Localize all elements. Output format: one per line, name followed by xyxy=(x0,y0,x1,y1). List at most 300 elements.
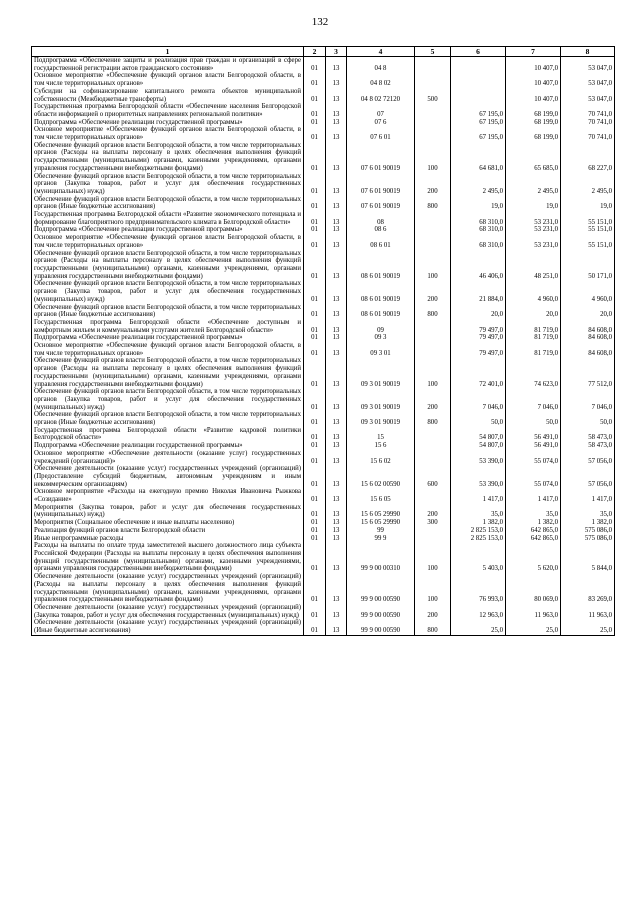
row-name: Подпрограмма «Обеспечение реализации государственной программы» xyxy=(32,442,304,450)
amount-col-8: 55 151,0 xyxy=(561,211,615,226)
amount-col-8: 4 960,0 xyxy=(561,280,615,303)
table-row xyxy=(32,450,615,465)
expense-type-code: 200 xyxy=(415,504,451,519)
amount-col-8: 50,0 xyxy=(561,411,615,426)
amount-col-8: 50 171,0 xyxy=(561,250,615,281)
table-row xyxy=(32,88,615,103)
target-article-code: 08 6 01 90019 xyxy=(347,304,415,319)
expense-type-code: 300 xyxy=(415,519,451,527)
row-name: Основное мероприятие «Обеспечение функций органов власти Белгородской области, в том числе территориальных органов» xyxy=(32,342,304,357)
expense-type-code: 800 xyxy=(415,304,451,319)
target-article-code: 99 9 xyxy=(347,535,415,543)
expense-type-code xyxy=(415,319,451,334)
section-code: 01 xyxy=(304,542,326,573)
target-article-code: 09 3 01 90019 xyxy=(347,388,415,411)
table-row xyxy=(32,504,615,519)
expense-type-code xyxy=(415,126,451,141)
amount-col-7: 56 491,0 xyxy=(506,427,561,442)
table-row xyxy=(32,573,615,604)
row-name: Расходы на выплаты по оплате труда заместителей высшего должностного лица субъекта Российской Федерации (Расходы на выплаты персоналу в целях обеспечения выполнения функций государственными (муниципальными) органами, казенными учреждениями, органами управления государственными внебюджетными фондами) xyxy=(32,542,304,573)
subsection-code: 13 xyxy=(326,72,347,87)
amount-col-6: 2 495,0 xyxy=(451,173,506,196)
amount-col-6: 79 497,0 xyxy=(451,334,506,342)
subsection-code: 13 xyxy=(326,542,347,573)
table-row xyxy=(32,527,615,535)
amount-col-8: 1 417,0 xyxy=(561,488,615,503)
target-article-code: 99 9 00 00590 xyxy=(347,619,415,635)
row-name: Обеспечение функций органов власти Белгородской области, в том числе территориальных органов (Расходы на выплаты персоналу в целях обеспечения выполнения функций государственными (муниципальными) органами, казенными учреждениями, органами управления государственными внебюджетными фондами) xyxy=(32,357,304,388)
row-name: Реализация функций органов власти Белгородской области xyxy=(32,527,304,535)
section-code: 01 xyxy=(304,519,326,527)
amount-col-8: 70 741,0 xyxy=(561,119,615,127)
amount-col-7: 53 231,0 xyxy=(506,234,561,249)
target-article-code: 07 6 01 xyxy=(347,126,415,141)
expense-type-code xyxy=(415,450,451,465)
subsection-code: 13 xyxy=(326,411,347,426)
budget-table xyxy=(31,46,615,636)
target-article-code: 15 xyxy=(347,427,415,442)
column-number: 3 xyxy=(326,47,347,57)
column-number: 4 xyxy=(347,47,415,57)
amount-col-6: 2 825 153,0 xyxy=(451,535,506,543)
table-row xyxy=(32,319,615,334)
row-name: Обеспечение функций органов власти Белгородской области, в том числе территориальных органов (Иные бюджетные ассигнования) xyxy=(32,304,304,319)
subsection-code: 13 xyxy=(326,573,347,604)
table-row xyxy=(32,57,615,73)
section-code: 01 xyxy=(304,173,326,196)
section-code: 01 xyxy=(304,126,326,141)
subsection-code: 13 xyxy=(326,604,347,619)
expense-type-code: 800 xyxy=(415,411,451,426)
table-row xyxy=(32,604,615,619)
subsection-code: 13 xyxy=(326,504,347,519)
section-code: 01 xyxy=(304,280,326,303)
subsection-code: 13 xyxy=(326,119,347,127)
subsection-code: 13 xyxy=(326,234,347,249)
amount-col-6: 79 497,0 xyxy=(451,342,506,357)
column-number: 5 xyxy=(415,47,451,57)
amount-col-6: 20,0 xyxy=(451,304,506,319)
expense-type-code: 100 xyxy=(415,542,451,573)
section-code: 01 xyxy=(304,57,326,73)
amount-col-8: 575 086,0 xyxy=(561,527,615,535)
amount-col-8: 84 608,0 xyxy=(561,319,615,334)
table-row xyxy=(32,535,615,543)
amount-col-7: 68 199,0 xyxy=(506,119,561,127)
row-name: Обеспечение деятельности (оказание услуг) государственных учреждений (организаций) (Иные бюджетные ассигнования) xyxy=(32,619,304,635)
subsection-code: 13 xyxy=(326,304,347,319)
amount-col-7: 81 719,0 xyxy=(506,319,561,334)
row-name: Обеспечение функций органов власти Белгородской области, в том числе территориальных органов (Расходы на выплаты персоналу в целях обеспечения выполнения функций государственными (муниципальными) органами, казенными учреждениями, органами управления государственными внебюджетными фондами) xyxy=(32,250,304,281)
amount-col-7: 53 231,0 xyxy=(506,226,561,234)
target-article-code: 99 9 00 00590 xyxy=(347,573,415,604)
amount-col-6: 67 195,0 xyxy=(451,119,506,127)
amount-col-8: 58 473,0 xyxy=(561,442,615,450)
target-article-code: 99 9 00 00310 xyxy=(347,542,415,573)
section-code: 01 xyxy=(304,304,326,319)
section-code: 01 xyxy=(304,211,326,226)
target-article-code: 15 6 05 29990 xyxy=(347,519,415,527)
amount-col-6 xyxy=(451,72,506,87)
table-row xyxy=(32,72,615,87)
expense-type-code xyxy=(415,234,451,249)
section-code: 01 xyxy=(304,196,326,211)
expense-type-code: 200 xyxy=(415,173,451,196)
amount-col-8: 84 608,0 xyxy=(561,342,615,357)
row-name: Обеспечение деятельности (оказание услуг) государственных учреждений (организаций) (Закупка товаров, работ и услуг для обеспечения государственных (муниципальных) нужд) xyxy=(32,604,304,619)
amount-col-6: 35,0 xyxy=(451,504,506,519)
subsection-code: 13 xyxy=(326,226,347,234)
target-article-code: 15 6 xyxy=(347,442,415,450)
target-article-code: 07 6 xyxy=(347,119,415,127)
amount-col-6: 72 401,0 xyxy=(451,357,506,388)
amount-col-8: 53 047,0 xyxy=(561,88,615,103)
table-row xyxy=(32,442,615,450)
row-name: Государственная программа Белгородской области «Развитие экономического потенциала и формирование благоприятного предпринимательского климата в Белгородской области» xyxy=(32,211,304,226)
expense-type-code: 500 xyxy=(415,88,451,103)
amount-col-6: 25,0 xyxy=(451,619,506,635)
amount-col-7: 50,0 xyxy=(506,411,561,426)
amount-col-7: 10 407,0 xyxy=(506,72,561,87)
section-code: 01 xyxy=(304,450,326,465)
amount-col-8: 58 473,0 xyxy=(561,427,615,442)
amount-col-6: 46 406,0 xyxy=(451,250,506,281)
subsection-code: 13 xyxy=(326,142,347,173)
expense-type-code xyxy=(415,527,451,535)
subsection-code: 13 xyxy=(326,196,347,211)
amount-col-6: 64 681,0 xyxy=(451,142,506,173)
section-code: 01 xyxy=(304,527,326,535)
amount-col-8: 20,0 xyxy=(561,304,615,319)
amount-col-6: 5 403,0 xyxy=(451,542,506,573)
amount-col-7: 642 865,0 xyxy=(506,535,561,543)
expense-type-code xyxy=(415,72,451,87)
subsection-code: 13 xyxy=(326,442,347,450)
amount-col-7: 19,0 xyxy=(506,196,561,211)
target-article-code: 15 6 05 29990 xyxy=(347,504,415,519)
amount-col-6: 68 310,0 xyxy=(451,226,506,234)
target-article-code: 07 6 01 90019 xyxy=(347,142,415,173)
target-article-code: 99 xyxy=(347,527,415,535)
subsection-code: 13 xyxy=(326,527,347,535)
target-article-code: 08 6 xyxy=(347,226,415,234)
subsection-code: 13 xyxy=(326,488,347,503)
row-name: Государственная программа Белгородской области «Развитие кадровой политики Белгородской области» xyxy=(32,427,304,442)
amount-col-6: 54 807,0 xyxy=(451,427,506,442)
row-name: Государственная программа Белгородской области «Обеспечение населения Белгородской области информацией о приоритетных направлениях региональной политики» xyxy=(32,103,304,118)
target-article-code: 08 6 01 xyxy=(347,234,415,249)
target-article-code: 04 8 02 72120 xyxy=(347,88,415,103)
table-row xyxy=(32,519,615,527)
amount-col-8: 57 056,0 xyxy=(561,450,615,465)
expense-type-code: 200 xyxy=(415,280,451,303)
section-code: 01 xyxy=(304,88,326,103)
subsection-code: 13 xyxy=(326,450,347,465)
table-row xyxy=(32,388,615,411)
amount-col-8: 55 151,0 xyxy=(561,226,615,234)
table-row xyxy=(32,488,615,503)
column-number: 1 xyxy=(32,47,304,57)
expense-type-code xyxy=(415,119,451,127)
expense-type-code xyxy=(415,103,451,118)
amount-col-8: 575 086,0 xyxy=(561,535,615,543)
column-number-row xyxy=(32,47,615,57)
amount-col-6: 1 382,0 xyxy=(451,519,506,527)
expense-type-code: 600 xyxy=(415,465,451,488)
target-article-code: 99 9 00 00590 xyxy=(347,604,415,619)
amount-col-7: 11 963,0 xyxy=(506,604,561,619)
row-name: Подпрограмма «Обеспечение реализации государственной программы» xyxy=(32,334,304,342)
amount-col-6: 76 993,0 xyxy=(451,573,506,604)
amount-col-7: 81 719,0 xyxy=(506,342,561,357)
section-code: 01 xyxy=(304,504,326,519)
section-code: 01 xyxy=(304,535,326,543)
amount-col-8: 25,0 xyxy=(561,619,615,635)
amount-col-7: 10 407,0 xyxy=(506,88,561,103)
target-article-code: 07 xyxy=(347,103,415,118)
subsection-code: 13 xyxy=(326,427,347,442)
amount-col-8: 84 608,0 xyxy=(561,334,615,342)
amount-col-7: 4 960,0 xyxy=(506,280,561,303)
row-name: Мероприятия (Социальное обеспечение и иные выплаты населению) xyxy=(32,519,304,527)
section-code: 01 xyxy=(304,342,326,357)
amount-col-7: 74 623,0 xyxy=(506,357,561,388)
row-name: Основное мероприятие «Обеспечение функций органов власти Белгородской области, в том числе территориальных органов» xyxy=(32,126,304,141)
expense-type-code: 100 xyxy=(415,142,451,173)
expense-type-code xyxy=(415,342,451,357)
subsection-code: 13 xyxy=(326,334,347,342)
section-code: 01 xyxy=(304,72,326,87)
amount-col-6: 54 807,0 xyxy=(451,442,506,450)
row-name: Обеспечение функций органов власти Белгородской области, в том числе территориальных органов (Закупка товаров, работ и услуг для обеспечения государственных (муниципальных) нужд) xyxy=(32,280,304,303)
amount-col-8: 83 269,0 xyxy=(561,573,615,604)
section-code: 01 xyxy=(304,411,326,426)
row-name: Подпрограмма «Обеспечение защиты и реализация прав граждан и организаций в сфере государственной регистрации актов гражданского состояния» xyxy=(32,57,304,73)
amount-col-7: 5 620,0 xyxy=(506,542,561,573)
amount-col-6: 19,0 xyxy=(451,196,506,211)
amount-col-8: 35,0 xyxy=(561,504,615,519)
subsection-code: 13 xyxy=(326,357,347,388)
column-number: 7 xyxy=(506,47,561,57)
amount-col-6: 1 417,0 xyxy=(451,488,506,503)
section-code: 01 xyxy=(304,619,326,635)
section-code: 01 xyxy=(304,427,326,442)
amount-col-7: 55 074,0 xyxy=(506,450,561,465)
table-row xyxy=(32,357,615,388)
amount-col-8: 53 047,0 xyxy=(561,57,615,73)
expense-type-code: 200 xyxy=(415,388,451,411)
amount-col-8: 70 741,0 xyxy=(561,126,615,141)
amount-col-7: 56 491,0 xyxy=(506,442,561,450)
target-article-code: 09 3 01 xyxy=(347,342,415,357)
target-article-code: 08 xyxy=(347,211,415,226)
amount-col-6: 12 963,0 xyxy=(451,604,506,619)
table-row xyxy=(32,103,615,118)
target-article-code: 15 6 02 00590 xyxy=(347,465,415,488)
expense-type-code xyxy=(415,535,451,543)
table-row xyxy=(32,465,615,488)
row-name: Иные непрограммные расходы xyxy=(32,535,304,543)
row-name: Обеспечение функций органов власти Белгородской области, в том числе территориальных органов (Иные бюджетные ассигнования) xyxy=(32,411,304,426)
subsection-code: 13 xyxy=(326,535,347,543)
table-row xyxy=(32,142,615,173)
amount-col-6: 68 310,0 xyxy=(451,211,506,226)
target-article-code: 09 3 xyxy=(347,334,415,342)
expense-type-code xyxy=(415,442,451,450)
amount-col-8: 5 844,0 xyxy=(561,542,615,573)
table-body xyxy=(32,57,615,636)
amount-col-8: 1 382,0 xyxy=(561,519,615,527)
amount-col-6 xyxy=(451,57,506,73)
target-article-code: 08 6 01 90019 xyxy=(347,250,415,281)
target-article-code: 09 xyxy=(347,319,415,334)
amount-col-7: 53 231,0 xyxy=(506,211,561,226)
table-row xyxy=(32,427,615,442)
amount-col-6: 67 195,0 xyxy=(451,103,506,118)
row-name: Обеспечение функций органов власти Белгородской области, в том числе территориальных органов (Расходы на выплаты персоналу в целях обеспечения выполнения функций государственными (муниципальными) органами, казенными учреждениями, органами управления государственными внебюджетными фондами) xyxy=(32,142,304,173)
row-name: Подпрограмма «Обеспечение реализации государственной программы» xyxy=(32,226,304,234)
row-name: Обеспечение функций органов власти Белгородской области, в том числе территориальных органов (Иные бюджетные ассигнования) xyxy=(32,196,304,211)
row-name: Государственная программа Белгородской области «Обеспечение доступным и комфортным жильем и коммунальными услугами жителей Белгородской области» xyxy=(32,319,304,334)
table-row xyxy=(32,226,615,234)
table-row xyxy=(32,280,615,303)
section-code: 01 xyxy=(304,334,326,342)
table-row xyxy=(32,126,615,141)
amount-col-7: 35,0 xyxy=(506,504,561,519)
column-number: 6 xyxy=(451,47,506,57)
table-row xyxy=(32,234,615,249)
subsection-code: 13 xyxy=(326,173,347,196)
expense-type-code: 800 xyxy=(415,619,451,635)
amount-col-7: 20,0 xyxy=(506,304,561,319)
section-code: 01 xyxy=(304,573,326,604)
subsection-code: 13 xyxy=(326,88,347,103)
amount-col-6: 2 825 153,0 xyxy=(451,527,506,535)
table-row xyxy=(32,411,615,426)
section-code: 01 xyxy=(304,103,326,118)
amount-col-7: 10 407,0 xyxy=(506,57,561,73)
expense-type-code xyxy=(415,488,451,503)
amount-col-8: 53 047,0 xyxy=(561,72,615,87)
row-name: Обеспечение функций органов власти Белгородской области, в том числе территориальных органов (Закупка товаров, работ и услуг для обеспечения государственных (муниципальных) нужд) xyxy=(32,173,304,196)
amount-col-7: 81 719,0 xyxy=(506,334,561,342)
target-article-code: 08 6 01 90019 xyxy=(347,280,415,303)
row-name: Обеспечение деятельности (оказание услуг) государственных учреждений (организаций) (Расходы на выплаты персоналу в целях обеспечения выполнения функций государственными (муниципальными) органами, казенными учреждениями, органами управления государственными внебюджетными фондами) xyxy=(32,573,304,604)
amount-col-7: 1 382,0 xyxy=(506,519,561,527)
amount-col-6: 79 497,0 xyxy=(451,319,506,334)
subsection-code: 13 xyxy=(326,619,347,635)
amount-col-7: 2 495,0 xyxy=(506,173,561,196)
row-name: Субсидии на софинансирование капитального ремонта объектов муниципальной собственности (Межбюджетные трансферты) xyxy=(32,88,304,103)
section-code: 01 xyxy=(304,442,326,450)
section-code: 01 xyxy=(304,226,326,234)
section-code: 01 xyxy=(304,319,326,334)
expense-type-code: 100 xyxy=(415,357,451,388)
amount-col-8: 77 512,0 xyxy=(561,357,615,388)
subsection-code: 13 xyxy=(326,388,347,411)
expense-type-code xyxy=(415,226,451,234)
target-article-code: 15 6 05 xyxy=(347,488,415,503)
amount-col-8: 70 741,0 xyxy=(561,103,615,118)
column-number: 8 xyxy=(561,47,615,57)
subsection-code: 13 xyxy=(326,519,347,527)
subsection-code: 13 xyxy=(326,342,347,357)
table-row xyxy=(32,619,615,635)
subsection-code: 13 xyxy=(326,250,347,281)
table-row xyxy=(32,250,615,281)
page-number: 132 xyxy=(311,16,329,28)
amount-col-6: 50,0 xyxy=(451,411,506,426)
subsection-code: 13 xyxy=(326,319,347,334)
target-article-code: 07 6 01 90019 xyxy=(347,196,415,211)
row-name: Основное мероприятие «Обеспечение функций органов власти Белгородской области, в том числе территориальных органов» xyxy=(32,234,304,249)
amount-col-8: 19,0 xyxy=(561,196,615,211)
section-code: 01 xyxy=(304,357,326,388)
column-number: 2 xyxy=(304,47,326,57)
amount-col-7: 68 199,0 xyxy=(506,126,561,141)
amount-col-6: 21 884,0 xyxy=(451,280,506,303)
row-name: Подпрограмма «Обеспечение реализации государственной программы» xyxy=(32,119,304,127)
row-name: Обеспечение функций органов власти Белгородской области, в том числе территориальных органов (Закупка товаров, работ и услуг для обеспечения государственных (муниципальных) нужд) xyxy=(32,388,304,411)
table-row xyxy=(32,334,615,342)
section-code: 01 xyxy=(304,488,326,503)
expense-type-code xyxy=(415,57,451,73)
amount-col-8: 68 227,0 xyxy=(561,142,615,173)
row-name: Мероприятия (Закупка товаров, работ и услуг для обеспечения государственных (муниципальных) нужд) xyxy=(32,504,304,519)
row-name: Обеспечение деятельности (оказание услуг) государственных учреждений (организаций) (Предоставление субсидий бюджетным, автономным учреждениям и иным некоммерческим организациям) xyxy=(32,465,304,488)
target-article-code: 07 6 01 90019 xyxy=(347,173,415,196)
amount-col-7: 7 046,0 xyxy=(506,388,561,411)
section-code: 01 xyxy=(304,465,326,488)
target-article-code: 09 3 01 90019 xyxy=(347,411,415,426)
row-name: Основное мероприятие «Обеспечение функций органов власти Белгородской области, в том числе территориальных органов» xyxy=(32,72,304,87)
amount-col-8: 11 963,0 xyxy=(561,604,615,619)
subsection-code: 13 xyxy=(326,211,347,226)
amount-col-8: 55 151,0 xyxy=(561,234,615,249)
table-row xyxy=(32,196,615,211)
amount-col-6: 68 310,0 xyxy=(451,234,506,249)
expense-type-code: 100 xyxy=(415,573,451,604)
target-article-code: 04 8 xyxy=(347,57,415,73)
amount-col-6 xyxy=(451,88,506,103)
subsection-code: 13 xyxy=(326,465,347,488)
amount-col-7: 65 685,0 xyxy=(506,142,561,173)
subsection-code: 13 xyxy=(326,126,347,141)
expense-type-code: 800 xyxy=(415,196,451,211)
amount-col-6: 67 195,0 xyxy=(451,126,506,141)
amount-col-7: 55 074,0 xyxy=(506,465,561,488)
amount-col-6: 53 390,0 xyxy=(451,450,506,465)
expense-type-code: 200 xyxy=(415,604,451,619)
table-row xyxy=(32,342,615,357)
row-name: Основное мероприятие «Расходы на ежегодную премию Николая Ивановича Рыжкова «Созидание» xyxy=(32,488,304,503)
section-code: 01 xyxy=(304,604,326,619)
amount-col-8: 57 056,0 xyxy=(561,465,615,488)
table-row xyxy=(32,211,615,226)
amount-col-6: 53 390,0 xyxy=(451,465,506,488)
amount-col-7: 68 199,0 xyxy=(506,103,561,118)
section-code: 01 xyxy=(304,250,326,281)
amount-col-7: 642 865,0 xyxy=(506,527,561,535)
expense-type-code xyxy=(415,211,451,226)
subsection-code: 13 xyxy=(326,57,347,73)
table-row xyxy=(32,173,615,196)
amount-col-8: 2 495,0 xyxy=(561,173,615,196)
subsection-code: 13 xyxy=(326,103,347,118)
subsection-code: 13 xyxy=(326,280,347,303)
target-article-code: 09 3 01 90019 xyxy=(347,357,415,388)
section-code: 01 xyxy=(304,388,326,411)
